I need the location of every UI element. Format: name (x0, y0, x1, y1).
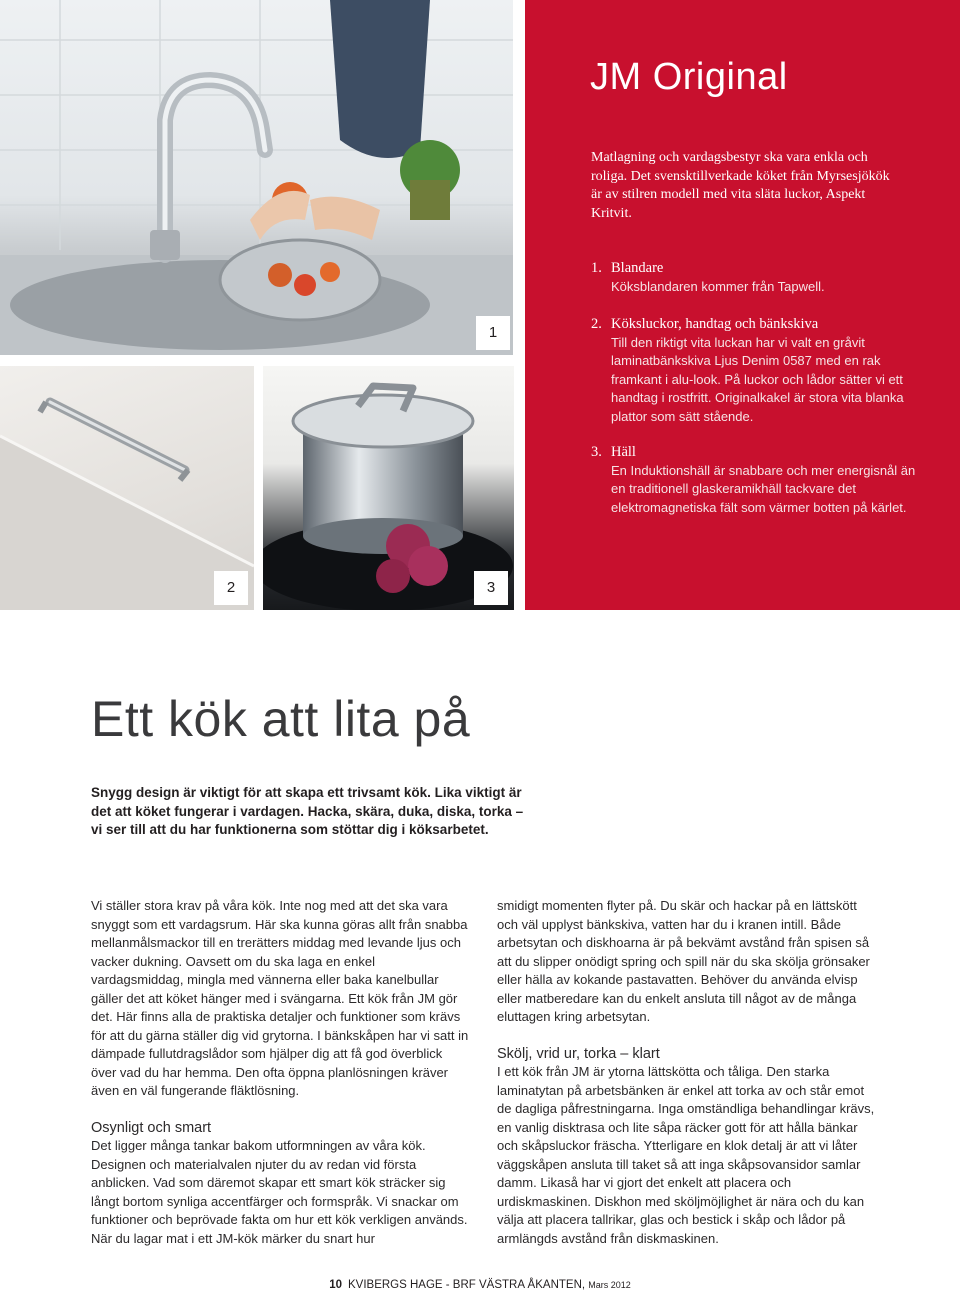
publication-name: KVIBERGS HAGE - BRF VÄSTRA ÅKANTEN, (347, 1279, 586, 1291)
article-column-left (91, 897, 469, 1248)
feature-description: Till den riktigt vita luckan har vi valt en gråvit laminatbänkskiva Ljus Denim 0587 med en rak framkant i alu-look. På luckor och lådor sätter vi ett handtag i rostfritt. Originalkakel är stora vita blanka plattor som sätt stående. (611, 334, 904, 424)
feature-description: Köksblandaren kommer från Tapwell. (611, 278, 825, 294)
feature-description: En Induktionshäll är snabbare och mer energisnål än en traditionell glaskeramikhäll tackvare det elektromagnetiska fält som värmer botten på kärlet. (611, 462, 916, 515)
body-paragraph: Vi ställer stora krav på våra kök. Inte nog med att det ska vara snyggt som ett vardagsrum. Här ska kunna göras allt från snabba mellanmålsmackor till en trerätters middag med levande ljus och vacker dukning. Oavsett om du ska laga en enkel vardagsmiddag, mingla med vännerna eller baka kanelbullar gäller det att köket hänger med i svängarna. Ett kök från JM gör det. Här finns alla de praktiska detaljer och funktioner som krävs för att du gärna ställer dig vid grytorna. I bänkskåpen har vi satt in dämpade fullutdragslådor som hjälper dig att få god överblick över vad du har hemma. Den ofta öppna planlösningen kräver även en väl fungerande fläktlösning. (91, 898, 469, 1098)
feature-item (591, 259, 931, 296)
feature-item (591, 315, 931, 426)
article-column-right (497, 897, 875, 1248)
panel-intro: Matlagning och vardagsbestyr ska vara enkla och roliga. Det svensktillverkade köket från Myrsesjökök är av stilren modell med vita släta luckor, Aspekt Kritvit. (591, 150, 890, 221)
body-paragraph: I ett kök från JM är ytorna lättskötta och tåliga. Den starka laminatytan på arbetsbänken är enkel att torka av och står emot de dagliga påfrestningarna. Inga omständliga behandlingar krävs, en vanlig disktrasa och lite såpa räcker gott för att hålla bänkar och skåpsluckor fräscha. Ytterligare en klok detalj är att vi låter väggskåpen ansluta till taket så att inga skåpsovansidor samlar damm. Likaså har vi gjort det enkelt att placera och urdiskmaskinen. Diskhon med sköljmöjlighet är nära och du kan välja att placera tallrikar, glas och bestick i skåp och lådor på armlängds avstånd från diskmaskinen. (497, 1064, 875, 1246)
photo-number-3: 3 (474, 571, 508, 605)
feature-title: Köksluckor, handtag och bänkskiva (611, 316, 819, 332)
panel-title: JM Original (590, 56, 788, 98)
feature-number: 1. (591, 260, 602, 276)
feature-title: Häll (611, 444, 636, 460)
photo-hob (263, 366, 514, 610)
subheading: Skölj, vrid ur, torka – klart (497, 1045, 660, 1062)
body-paragraph: Det ligger många tankar bakom utformningen av våra kök. Designen och materialvalen njuter du av redan vid första anblicken. Vad som däremot skapar ett smart kök sträcker sig långt bortom synliga accentfärger och formspråk. Vi snackar om funktioner och beprövade fakta om hur ett kök verkligen används. När du lagar mat i ett JM-kök märker du snart hur (91, 1138, 468, 1246)
feature-number: 3. (591, 444, 602, 460)
feature-heading (591, 315, 931, 334)
subheading: Osynligt och smart (91, 1119, 212, 1136)
feature-title: Blandare (611, 260, 664, 276)
photo-faucet (0, 0, 513, 355)
photo-handle (0, 366, 254, 610)
info-panel (525, 0, 960, 610)
faucet-illustration (0, 0, 513, 355)
page-number: 10 (329, 1279, 342, 1291)
photo-number-2: 2 (214, 571, 248, 605)
feature-item (591, 443, 931, 517)
article-heading: Ett kök att lita på (91, 691, 471, 747)
page-footer (0, 1279, 960, 1291)
feature-number: 2. (591, 316, 602, 332)
feature-heading (591, 259, 931, 278)
feature-heading (591, 443, 931, 462)
photo-number-1: 1 (476, 316, 510, 350)
body-paragraph: smidigt momenten flyter på. Du skär och hackar på en lättskött och väl upplyst bänkskiva, vatten har du i kranen intill. Både arbetsytan och diskhoarna är på bekvämt avstånd från spisen så att du slipper onödigt spring och spill när du ska skölja grönsaker eller hälla av kokande pastavatten. Behöver du använda elvisp eller matberedare kan du enkelt ansluta till något av de många eluttagen kring arbetsytan. (497, 898, 870, 1024)
publication-date: Mars 2012 (588, 1280, 631, 1290)
article-lead: Snygg design är viktigt för att skapa ett trivsamt kök. Lika viktigt är det att köket fungerar i vardagen. Hacka, skära, duka, diska, torka – vi ser till att du har funktionerna som stöttar dig i köksarbetet. (91, 785, 524, 837)
